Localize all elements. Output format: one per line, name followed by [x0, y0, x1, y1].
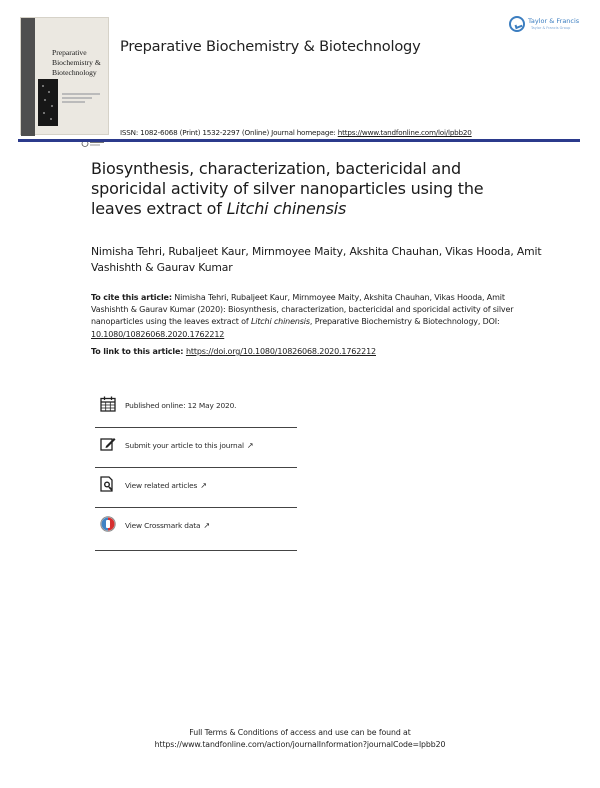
crossmark-text: View Crossmark data — [125, 521, 201, 530]
citation-text-after: , Preparative Biochemistry & Biotechnology, DOI: — [309, 317, 500, 327]
edit-icon — [100, 436, 116, 452]
article-title — [91, 159, 531, 219]
journal-cover-thumbnail[interactable] — [20, 17, 109, 135]
published-online-row — [95, 388, 297, 426]
related-articles-row[interactable] — [95, 468, 297, 506]
journal-name: Preparative Biochemistry & Biotechnology — [120, 38, 421, 55]
article-authors: Nimisha Tehri, Rubaljeet Kaur, Mirnmoyee Maity, Akshita Chauhan, Vikas Hooda, Amit Vashishth & Gaurav Kumar — [91, 245, 542, 274]
citation-doi-link[interactable]: 10.1080/10826068.2020.1762212 — [91, 329, 225, 339]
external-link-icon: ↗ — [203, 521, 210, 530]
issn-text: ISSN: 1082-6068 (Print) 1532-2297 (Online) Journal homepage: — [120, 128, 338, 137]
citation-block — [91, 292, 517, 341]
cover-decorative-text — [62, 93, 100, 103]
article-title-text: Biosynthesis, characterization, bactericidal and sporicidal activity of silver nanoparticles using the leaves extract of — [91, 159, 484, 218]
crossmark-icon — [100, 516, 116, 532]
publisher-tagline: Taylor & Francis Group — [531, 26, 571, 30]
calendar-icon — [100, 396, 116, 412]
issn-line — [120, 128, 472, 137]
journal-homepage-link[interactable]: https://www.tandfonline.com/loi/lpbb20 — [337, 128, 472, 137]
crossmark-link[interactable] — [125, 521, 210, 530]
citation-text: Nimisha Tehri, Rubaljeet Kaur, Mirnmoyee Maity, Akshita Chauhan, Vikas Hooda, Amit Vashishth & Gaurav Kumar (2020): Biosynthesis, characterization, bactericidal and sporicidal activity of silver nanoparticles using the leaves extract of — [91, 293, 514, 327]
external-link-icon: ↗ — [246, 441, 254, 450]
publisher-name: Taylor & Francis — [528, 17, 580, 25]
header-divider — [18, 139, 580, 142]
footer-terms-link[interactable]: https://www.tandfonline.com/action/journalInformation?journalCode=lpbb20 — [154, 740, 446, 749]
publisher-logo[interactable] — [509, 14, 589, 40]
crossmark-row[interactable] — [95, 508, 297, 546]
article-title-species: Litchi chinensis — [226, 199, 347, 218]
footer-line-1: Full Terms & Conditions of access and use can be found at — [189, 728, 411, 737]
citation-label: To cite this article: — [91, 293, 172, 302]
submit-article-link[interactable] — [125, 441, 253, 450]
submit-article-text: Submit your article to this journal — [125, 441, 244, 450]
related-articles-text: View related articles — [125, 481, 198, 490]
link-label: To link to this article: — [91, 347, 186, 356]
divider — [95, 550, 297, 551]
published-online-text: Published online: 12 May 2020. — [125, 401, 237, 410]
article-link-line — [91, 347, 376, 356]
cover-title: Preparative Biochemistry & Biotechnology — [52, 48, 101, 77]
article-doi-link[interactable]: https://doi.org/10.1080/10826068.2020.1762212 — [185, 347, 376, 356]
footer — [0, 727, 600, 751]
related-articles-link[interactable] — [125, 481, 207, 490]
search-document-icon — [100, 476, 116, 492]
submit-article-row[interactable] — [95, 428, 297, 466]
taylor-francis-logo-icon — [509, 16, 525, 32]
cover-image — [38, 79, 58, 126]
cover-spine — [21, 18, 35, 136]
external-link-icon: ↗ — [200, 481, 207, 490]
citation-species: Litchi chinensis — [250, 317, 310, 327]
